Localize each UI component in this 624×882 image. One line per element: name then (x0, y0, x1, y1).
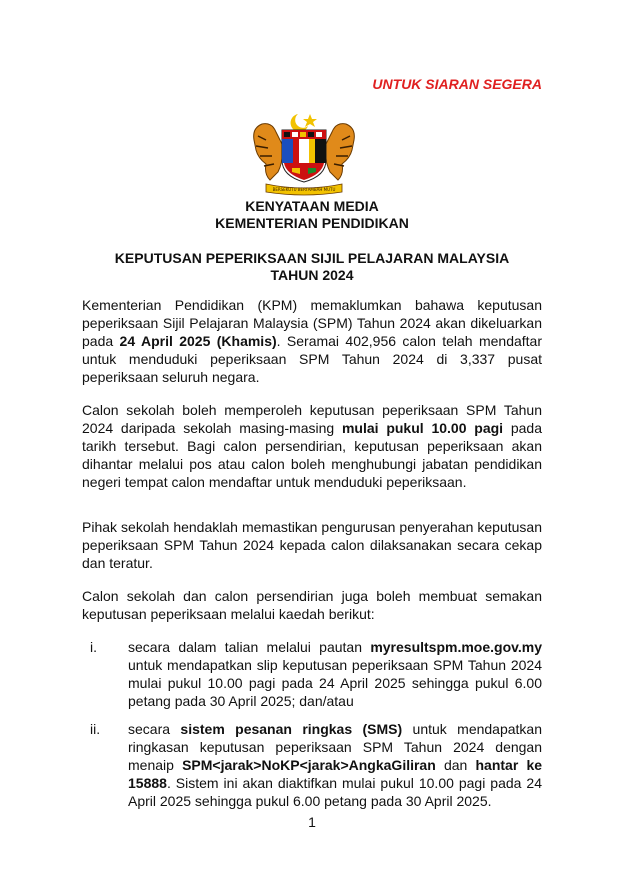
results-link[interactable]: myresultspm.moe.gov.my (370, 639, 542, 655)
list-number: ii. (90, 721, 101, 737)
crest-motto: BERSEKUTU BERTAMBAH MUTU (272, 187, 336, 192)
sms-number: hantar ke 15888 (128, 757, 543, 791)
paragraph-2: Calon sekolah boleh memperoleh keputusan peperiksaan SPM Tahun 2024 daripada sekolah masing-masing mulai pukul 10.00 pagi pada tarikh tersebut. Bagi calon persendirian, keputusan peperiksaan akan dihantar melalui pos atau calon boleh menghubungi jabatan pendidikan negeri tempat calon mendaftar untuk menduduki peperiksaan. (82, 402, 542, 490)
title-line-1: KEPUTUSAN PEPERIKSAAN SIJIL PELAJARAN MALAYSIA (114, 250, 510, 266)
sms-format: SPM<jarak>NoKP<jarak>AngkaGiliran (182, 757, 436, 773)
list-number: i. (90, 639, 97, 655)
paragraph-4: Calon sekolah dan calon persendirian juga boleh membuat semakan keputusan peperiksaan melalui kaedah berikut: (82, 588, 542, 622)
page-number: 1 (308, 814, 316, 830)
document-title (0, 250, 624, 284)
title-line-2: TAHUN 2024 (270, 267, 354, 283)
list-text: secara sistem pesanan ringkas (SMS) untuk mendapatkan ringkasan keputusan peperiksaan SPM Tahun 2024 dengan menaip SPM<jarak>NoKP<jarak>AngkaGiliran dan hantar ke 15888. Sistem ini akan diaktifkan mulai pukul 10.00 pagi pada 24 April 2025 sehingga pukul 6.00 petang pada 30 April 2025. (128, 721, 543, 809)
heading-line-1: KENYATAAN MEDIA (245, 198, 379, 214)
list-text: secara dalam talian melalui pautan myresultspm.moe.gov.my untuk mendapatkan slip keputusan peperiksaan SPM Tahun 2024 mulai pukul 10.00 pagi pada 24 April 2025 sehingga pukul 6.00 petang pada 30 April 2025; dan/atau (128, 639, 542, 709)
media-statement-heading (0, 198, 624, 232)
paragraph-1: Kementerian Pendidikan (KPM) memaklumkan bahawa keputusan peperiksaan Sijil Pelajaran Malaysia (SPM) Tahun 2024 akan dikeluarkan pada 24 April 2025 (Khamis). Seramai 402,956 calon telah mendaftar untuk menduduki peperiksaan SPM Tahun 2024 di 3,337 pusat peperiksaan seluruh negara. (82, 297, 542, 385)
heading-line-2: KEMENTERIAN PENDIDIKAN (215, 215, 409, 231)
coat-of-arms-icon (248, 110, 360, 198)
paragraph-3: Pihak sekolah hendaklah memastikan pengurusan penyerahan keputusan peperiksaan SPM Tahun 2024 kepada calon dilaksanakan secara cekap dan teratur. (82, 519, 542, 571)
release-tag: UNTUK SIARAN SEGERA (372, 76, 542, 92)
